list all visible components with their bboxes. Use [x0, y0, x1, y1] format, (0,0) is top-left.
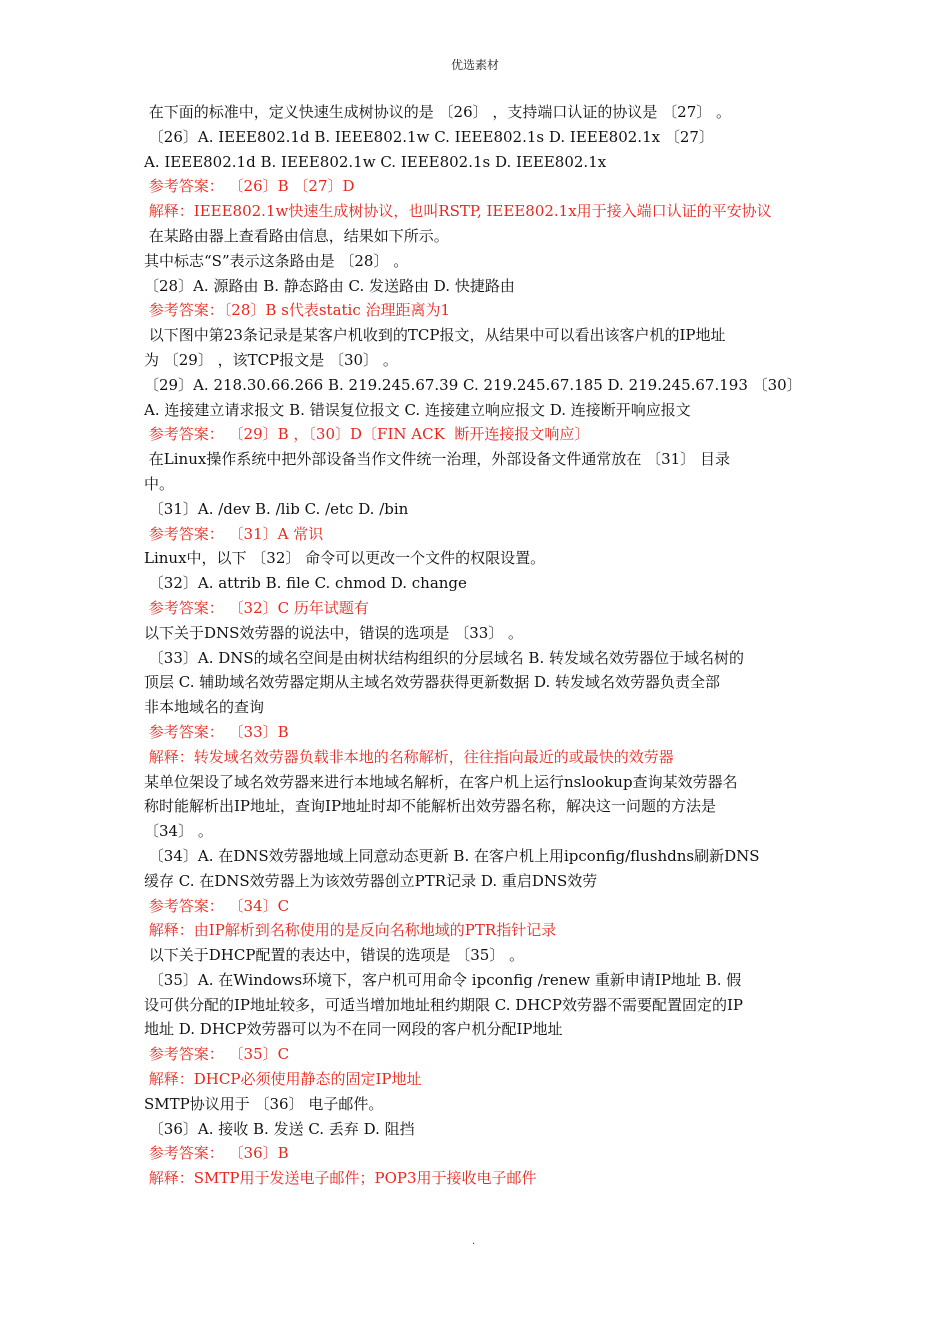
- question-line: 〔34〕 。: [144, 822, 213, 841]
- question-line: 以下图中第23条记录是某客户机收到的TCP报文，从结果中可以看出该客户机的IP地址: [144, 326, 726, 345]
- question-line: 非本地域名的查询: [144, 698, 265, 717]
- document-body: [144, 100, 810, 1191]
- answer-line: 参考答案： 〔33〕B: [144, 722, 289, 741]
- question-line: A. 连接建立请求报文 B. 错误复位报文 C. 连接建立响应报文 D. 连接断开响应报文: [144, 400, 691, 419]
- question-line: 其中标志“S”表示这条路由是 〔28〕 。: [144, 251, 409, 270]
- question-line: 〔35〕A. 在Windows环境下，客户机可用命令 ipconfig /renew 重新申请IP地址 B. 假: [144, 970, 742, 989]
- page-header: 优选素材: [450, 58, 499, 72]
- page-footer-mark: .: [472, 1236, 476, 1247]
- question-line: 称时能解析出IP地址，查询IP地址时却不能解析出效劳器名称，解决这一问题的方法是: [144, 797, 717, 816]
- answer-line: 参考答案： 〔34〕C: [144, 896, 290, 915]
- question-line: 〔31〕A. /dev B. /lib C. /etc D. /bin: [144, 499, 409, 518]
- question-line: 中。: [144, 474, 175, 493]
- question-line: 〔29〕A. 218.30.66.266 B. 219.245.67.39 C. 219.245.67.185 D. 219.245.67.193 〔30〕: [144, 375, 802, 394]
- answer-line: 参考答案：〔28〕B s代表static 治理距离为1: [144, 301, 451, 320]
- question-line: 以下关于DNS效劳器的说法中，错误的选项是 〔33〕 。: [144, 623, 524, 642]
- question-line: 顶层 C. 辅助域名效劳器定期从主域名效劳器获得更新数据 D. 转发域名效劳器负责全部: [144, 673, 721, 692]
- answer-line: 解释：DHCP必须使用静态的固定IP地址: [144, 1070, 422, 1089]
- answer-line: 解释：由IP解析到名称使用的是反向名称地域的PTR指针记录: [144, 921, 557, 940]
- question-line: 〔36〕A. 接收 B. 发送 C. 丢弃 D. 阻挡: [144, 1119, 415, 1138]
- answer-line: 解释：SMTP用于发送电子邮件；POP3用于接收电子邮件: [144, 1169, 537, 1188]
- question-line: A. IEEE802.1d B. IEEE802.1w C. IEEE802.1s D. IEEE802.1x: [144, 152, 607, 171]
- question-line: 〔34〕A. 在DNS效劳器地域上同意动态更新 B. 在客户机上用ipconfig/flushdns刷新DNS: [144, 846, 760, 865]
- question-line: Linux中，以下 〔32〕 命令可以更改一个文件的权限设置。: [144, 549, 546, 568]
- question-line: 缓存 C. 在DNS效劳器上为该效劳器创立PTR记录 D. 重启DNS效劳: [144, 871, 598, 890]
- question-line: 〔26〕A. IEEE802.1d B. IEEE802.1w C. IEEE802.1s D. IEEE802.1x 〔27〕: [144, 127, 714, 146]
- question-line: 地址 D. DHCP效劳器可以为不在同一网段的客户机分配IP地址: [144, 1020, 563, 1039]
- answer-line: 参考答案： 〔32〕C 历年试题有: [144, 598, 369, 617]
- question-line: 〔33〕A. DNS的域名空间是由树状结构组织的分层域名 B. 转发域名效劳器位于域名树的: [144, 648, 744, 667]
- answer-line: 参考答案： 〔29〕B ，〔30〕D〔FIN ACK 断开连接报文响应〕: [144, 425, 590, 444]
- question-line: 为 〔29〕 ，该TCP报文是 〔30〕 。: [144, 350, 398, 369]
- answer-line: 参考答案： 〔35〕C: [144, 1045, 290, 1064]
- answer-line: 参考答案： 〔36〕B: [144, 1144, 289, 1163]
- answer-line: 参考答案： 〔26〕B 〔27〕D: [144, 177, 355, 196]
- question-line: 设可供分配的IP地址较多，可适当增加地址租约期限 C. DHCP效劳器不需要配置固定的IP: [144, 995, 743, 1014]
- question-line: SMTP协议用于 〔36〕 电子邮件。: [144, 1094, 384, 1113]
- question-line: 〔32〕A. attrib B. file C. chmod D. change: [144, 574, 467, 593]
- question-line: 某单位架设了域名效劳器来进行本地域名解析，在客户机上运行nslookup查询某效劳器名: [144, 772, 738, 791]
- question-line: 〔28〕A. 源路由 B. 静态路由 C. 发送路由 D. 快捷路由: [144, 276, 515, 295]
- question-line: 在某路由器上查看路由信息，结果如下所示。: [144, 226, 449, 245]
- question-line: 以下关于DHCP配置的表达中，错误的选项是 〔35〕 。: [144, 946, 525, 965]
- question-line: 在下面的标准中，定义快速生成树协议的是 〔26〕 ，支持端口认证的协议是 〔27〕 。: [144, 103, 732, 121]
- answer-line: 参考答案： 〔31〕A 常识: [144, 524, 324, 543]
- answer-line: 解释：IEEE802.1w快速生成树协议，也叫RSTP, IEEE802.1x用于接入端口认证的平安协议: [144, 202, 772, 221]
- question-line: 在Linux操作系统中把外部设备当作文件统一治理，外部设备文件通常放在 〔31〕 目录: [144, 450, 730, 469]
- answer-line: 解释：转发域名效劳器负载非本地的名称解析，往往指向最近的或最快的效劳器: [144, 747, 674, 766]
